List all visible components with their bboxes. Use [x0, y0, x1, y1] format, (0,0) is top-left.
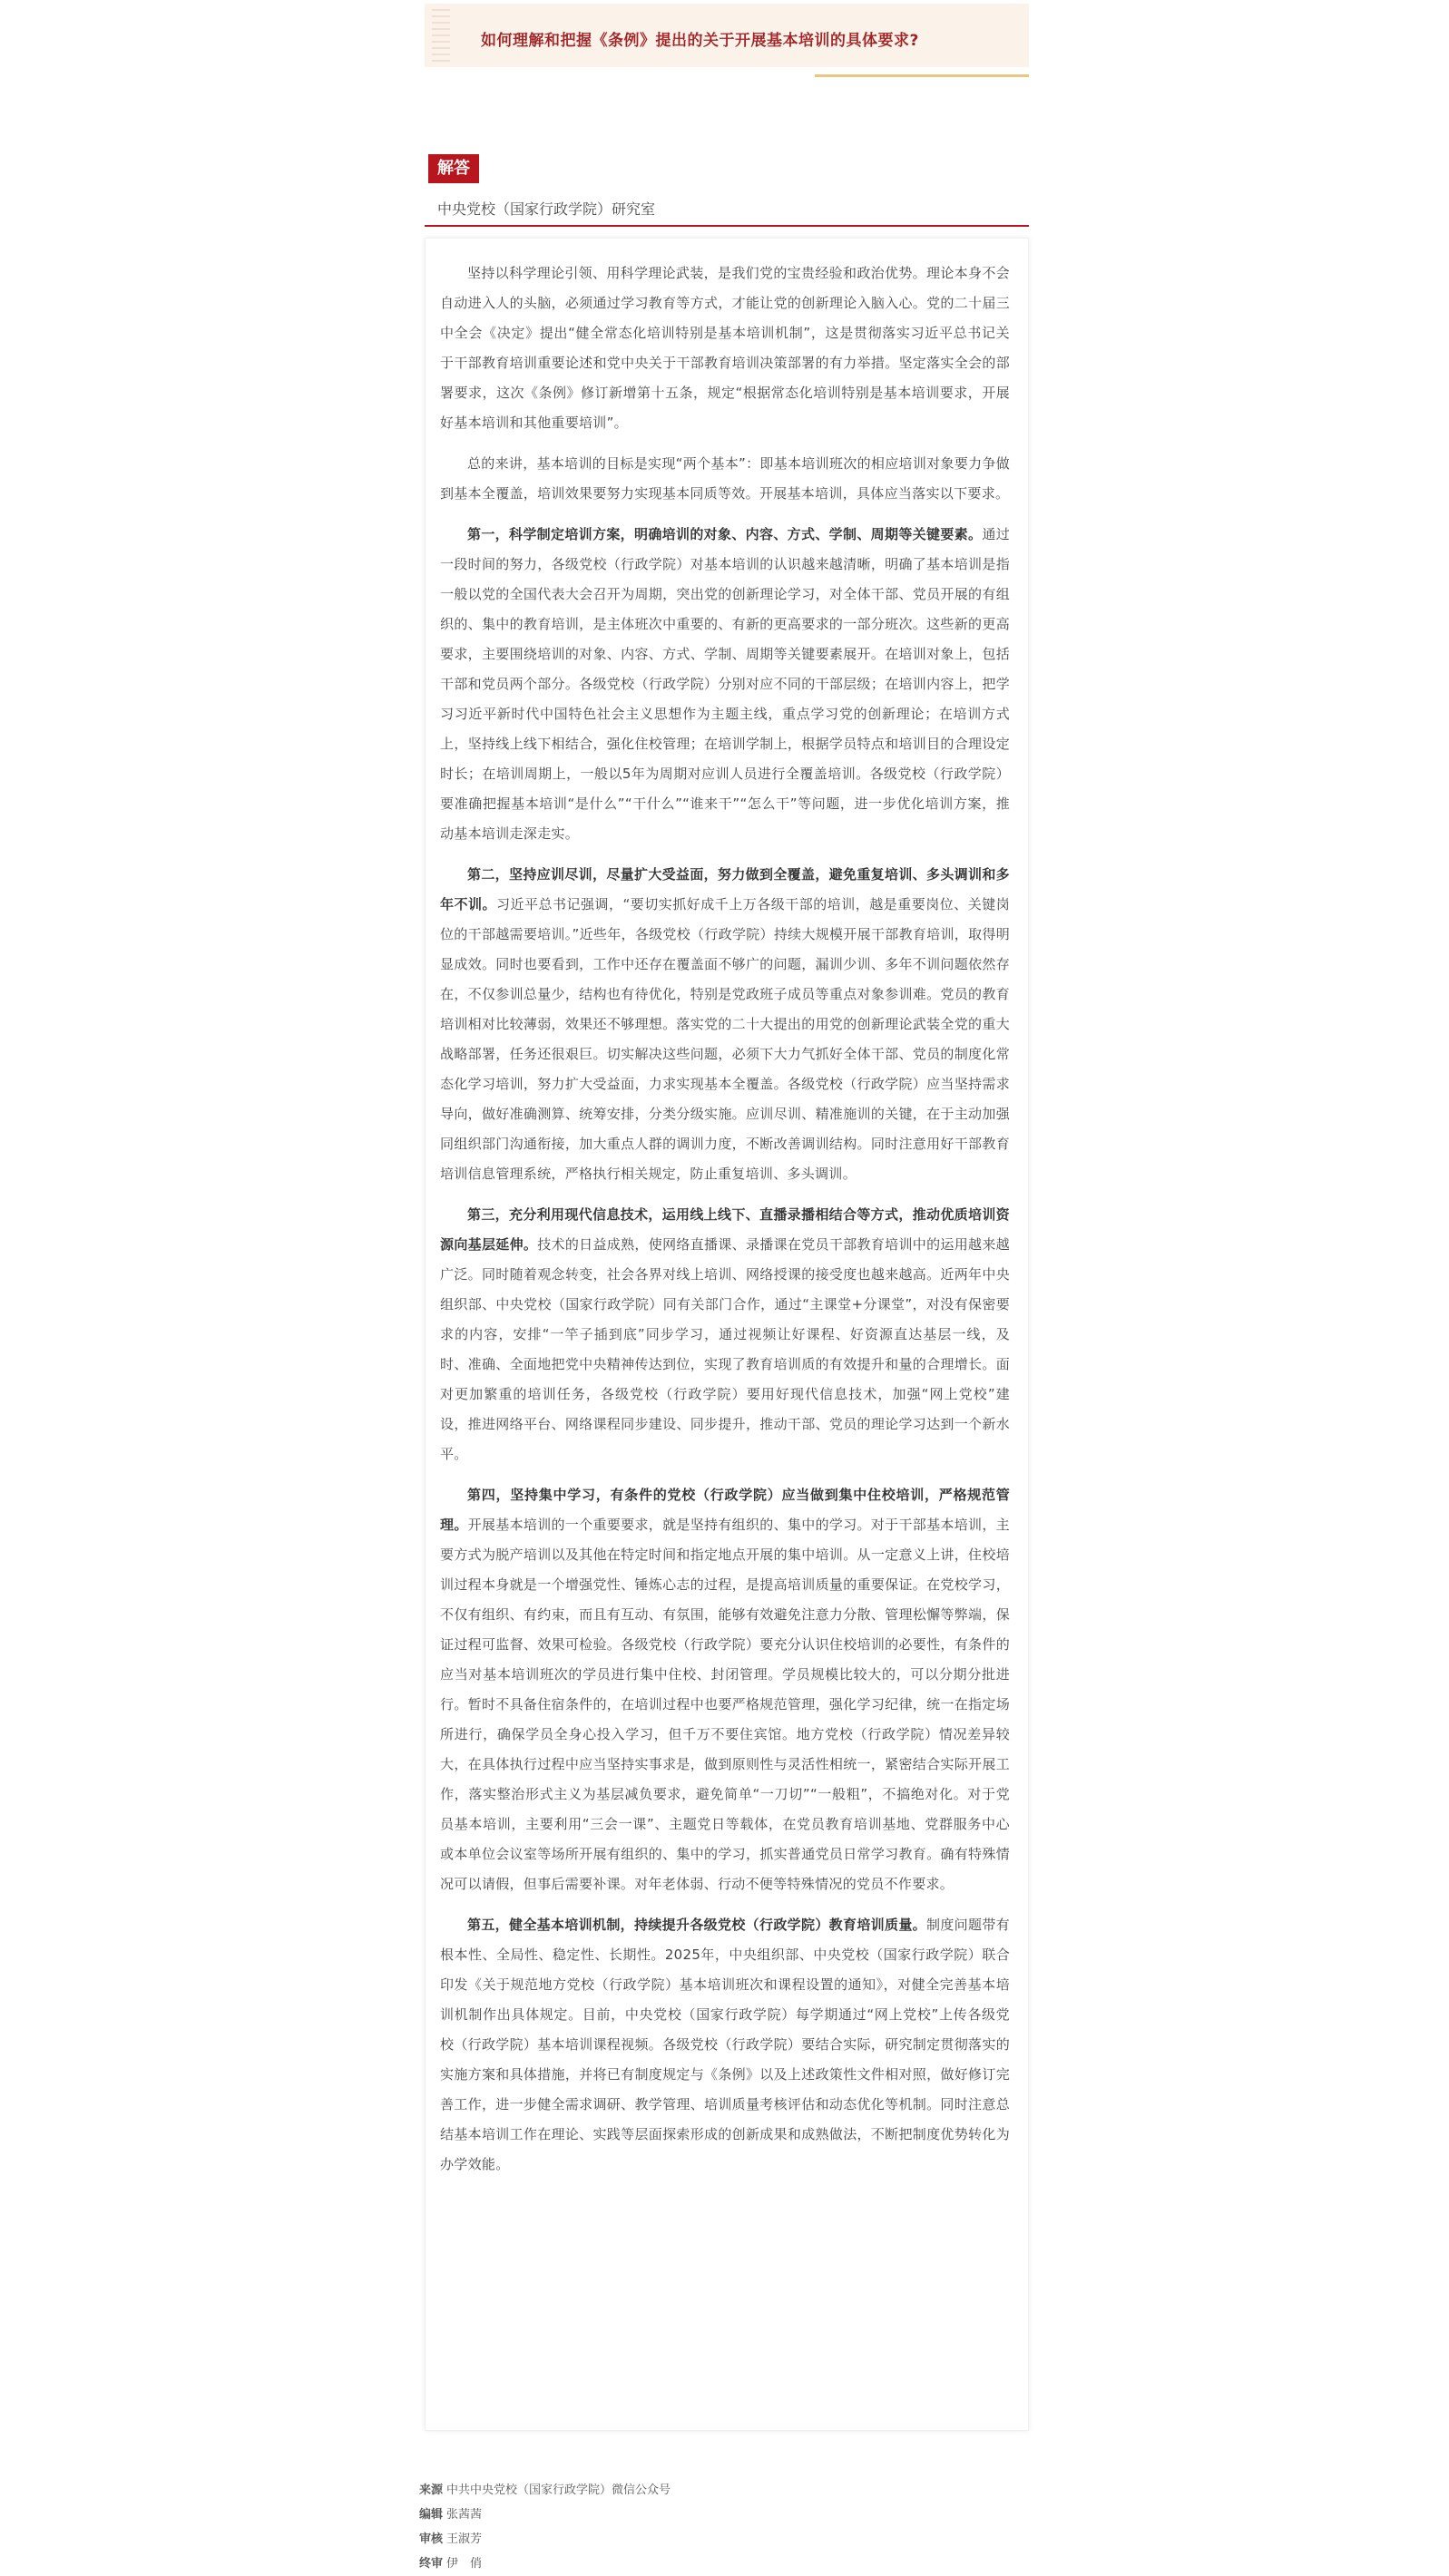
- meta-final-label: 终审: [419, 2557, 444, 2571]
- meta-editor-label: 编辑: [419, 2508, 444, 2522]
- paragraph-text: 坚持以科学理论引领、用科学理论武装，是我们党的宝贵经验和政治优势。理论本身不会自动进入人的头脑，必须通过学习教育等方式，才能让党的创新理论入脑入心。党的二十届三中全会《决定》提出“健全常态化培训特别是基本培训机制”，这是贯彻落实习近平总书记关于干部教育培训重要论述和党中央关于干部教育培训决策部署的有力举措。坚定落实全会的部署要求，这次《条例》修订新增第十五条，规定“根据常态化培训特别是基本培训要求，开展好基本培训和其他重要培训”。: [440, 265, 1010, 431]
- paragraph-text: 总的来讲，基本培训的目标是实现“两个基本”：即基本培训班次的相应培训对象要力争做到基本全覆盖，培训效果要努力实现基本同质等效。开展基本培训，具体应当落实以下要求。: [440, 455, 1010, 502]
- paragraph: [440, 1910, 1010, 2180]
- article-body: [425, 238, 1029, 2431]
- paragraph: [440, 860, 1010, 1189]
- answer-source: 中央党校（国家行政学院）研究室: [437, 200, 656, 218]
- paragraph: [440, 1200, 1010, 1469]
- paragraph-lead: 第二，坚持应训尽训，尽量扩大受益面，努力做到全覆盖，避免重复培训、多头调训和多年不训。: [440, 866, 1010, 912]
- paragraph-text: 技术的日益成熟，使网络直播课、录播课在党员干部教育培训中的运用越来越广泛。同时随着观念转变，社会各界对线上培训、网络授课的接受度也越来越高。近两年中央组织部、中央党校（国家行政学院）同有关部门合作，通过“主课堂+分课堂”，对没有保密要求的内容，安排“一竿子插到底”同步学习，通过视频让好课程、好资源直达基层一线，及时、准确、全面地把党中央精神传达到位，实现了教育培训质的有效提升和量的合理增长。面对更加繁重的培训任务，各级党校（行政学院）要用好现代信息技术，加强“网上党校”建设，推进网络平台、网络课程同步建设、同步提升，推动干部、党员的理论学习达到一个新水平。: [440, 1236, 1010, 1462]
- paragraph-lead: 第一，科学制定培训方案，明确培训的对象、内容、方式、学制、周期等关键要素。: [467, 526, 983, 542]
- meta-source-value: 中共中央党校（国家行政学院）微信公众号: [446, 2483, 671, 2497]
- paragraph: [440, 1480, 1010, 1899]
- header-divider: [815, 74, 1029, 77]
- article-meta: [419, 2478, 782, 2576]
- meta-reviewer-value: 王淑芳: [446, 2532, 483, 2546]
- paragraph-text: 通过一段时间的努力，各级党校（行政学院）对基本培训的认识越来越清晰，明确了基本培训是指一般以党的全国代表大会召开为周期，突出党的创新理论学习，对全体干部、党员开展的有组织的、集中的教育培训，是主体班次中重要的、有新的更高要求的一部分班次。这些新的更高要求，主要围绕培训的对象、内容、方式、学制、周期等关键要素展开。在培训对象上，包括干部和党员两个部分。各级党校（行政学院）分别对应不同的干部层级；在培训内容上，把学习习近平新时代中国特色社会主义思想作为主题主线，重点学习党的创新理论；在培训方式上，坚持线上线下相结合，强化住校管理；在培训学制上，根据学员特点和培训目的合理设定时长；在培训周期上，一般以5年为周期对应训人员进行全覆盖培训。各级党校（行政学院）要准确把握基本培训“是什么”“干什么”“谁来干”“怎么干”等问题，进一步优化培训方案，推动基本培训走深走实。: [440, 526, 1010, 842]
- meta-final-value: 伊 俏: [446, 2557, 483, 2571]
- paragraph-text: 开展基本培训的一个重要要求，就是坚持有组织的、集中的学习。对于干部基本培训，主要方式为脱产培训以及其他在特定时间和指定地点开展的集中培训。从一定意义上讲，住校培训过程本身就是一个增强党性、锤炼心志的过程，是提高培训质量的重要保证。在党校学习，不仅有组织、有约束，而且有互动、有氛围，能够有效避免注意力分散、管理松懈等弊端，保证过程可监督、效果可检验。各级党校（行政学院）要充分认识住校培训的必要性，有条件的应当对基本培训班次的学员进行集中住校、封闭管理。学员规模比较大的，可以分期分批进行。暂时不具备住宿条件的，在培训过程中也要严格规范管理，强化学习纪律，统一在指定场所进行，确保学员全身心投入学习，但千万不要住宾馆。地方党校（行政学院）情况差异较大，在具体执行过程中应当坚持实事求是，做到原则性与灵活性相统一，紧密结合实际开展工作，落实整治形式主义为基层减负要求，避免简单“一刀切”“一般粗”，不搞绝对化。对于党员基本培训，主要利用“三会一课”、主题党日等载体，在党员教育培训基地、党群服务中心或本单位会议室等场所开展有组织的、集中的学习，抓实普通党员日常学习教育。确有特殊情况可以请假，但事后需要补课。对年老体弱、行动不便等特殊情况的党员不作要求。: [440, 1517, 1010, 1892]
- meta-reviewer-label: 审核: [419, 2532, 444, 2546]
- answer-divider: [425, 225, 1029, 227]
- paragraph: [440, 449, 1010, 509]
- answer-badge: 解答: [428, 154, 479, 183]
- paragraph-text: 制度问题带有根本性、全局性、稳定性、长期性。2025年，中央组织部、中央党校（国家行政学院）联合印发《关于规范地方党校（行政学院）基本培训班次和课程设置的通知》，对健全完善基本培训机制作出具体规定。目前，中央党校（国家行政学院）每学期通过“网上党校”上传各级党校（行政学院）基本培训课程视频。各级党校（行政学院）要结合实际，研究制定贯彻落实的实施方案和具体措施，并将已有制度规定与《条例》以及上述政策性文件相对照，做好修订完善工作，进一步健全需求调研、教学管理、培训质量考核评估和动态优化等机制。同时注意总结基本培训工作在理论、实践等层面探索形成的创新成果和成熟做法，不断把制度优势转化为办学效能。: [440, 1917, 1010, 2172]
- meta-source-label: 来源: [419, 2483, 444, 2497]
- question-header: [425, 4, 1029, 67]
- paragraph-text: 习近平总书记强调，“要切实抓好成千上万各级干部的培训，越是重要岗位、关键岗位的干部越需要培训。”近些年，各级党校（行政学院）持续大规模开展干部教育培训，取得明显成效。同时也要看到，工作中还存在覆盖面不够广的问题，漏训少训、多年不训问题依然存在，不仅参训总量少，结构也有待优化，特别是党政班子成员等重点对象参训难。党员的教育培训相对比较薄弱，效果还不够理想。落实党的二十大提出的用党的创新理论武装全党的重大战略部署，任务还很艰巨。切实解决这些问题，必须下大力气抓好全体干部、党员的制度化常态化学习培训，努力扩大受益面，力求实现基本全覆盖。各级党校（行政学院）应当坚持需求导向，做好准确测算、统筹安排，分类分级实施。应训尽训、精准施训的关键，在于主动加强同组织部门沟通衔接，加大重点人群的调训力度，不断改善调训结构。同时注意用好干部教育培训信息管理系统，严格执行相关规定，防止重复培训、多头调训。: [440, 896, 1011, 1182]
- paragraph: [440, 259, 1010, 438]
- meta-reviewer: [419, 2527, 782, 2552]
- decorative-stripes-icon: [432, 9, 450, 63]
- meta-source: [419, 2478, 782, 2503]
- meta-editor: [419, 2503, 782, 2527]
- paragraph-lead: 第四，坚持集中学习，有条件的党校（行政学院）应当做到集中住校培训，严格规范管理。: [440, 1487, 1010, 1533]
- paragraph-lead: 第三，充分利用现代信息技术，运用线上线下、直播录播相结合等方式，推动优质培训资源向基层延伸。: [440, 1206, 1010, 1253]
- paragraph-lead: 第五，健全基本培训机制，持续提升各级党校（行政学院）教育培训质量。: [467, 1917, 927, 1933]
- paragraph: [440, 520, 1010, 849]
- question-title: 如何理解和把握《条例》提出的关于开展基本培训的具体要求?: [481, 32, 919, 50]
- meta-final: [419, 2552, 782, 2576]
- meta-editor-value: 张茜茜: [446, 2508, 483, 2522]
